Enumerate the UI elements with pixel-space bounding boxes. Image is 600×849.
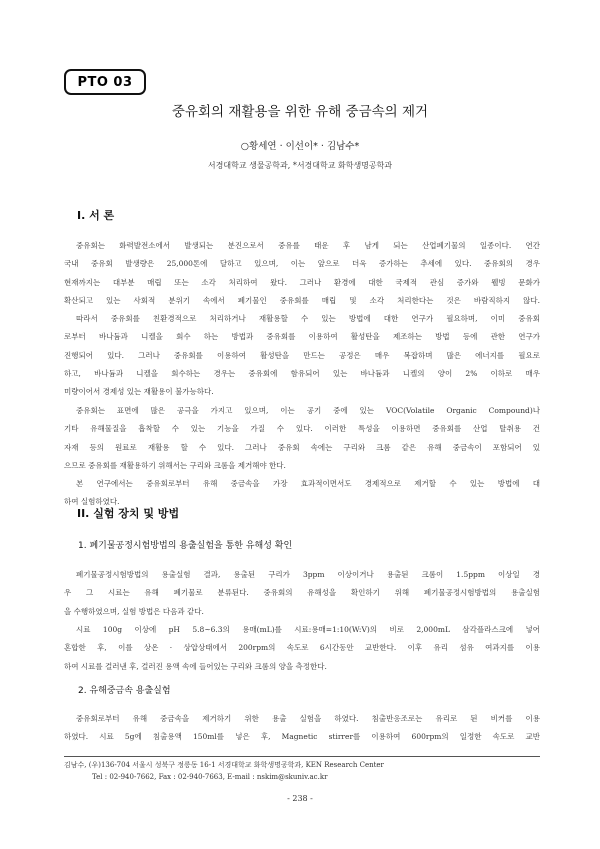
methods-paragraph-3 xyxy=(64,710,540,747)
text-line: 본 연구에서는 중유회로부터 유해 중금속을 가장 효과적이면서도 경제적으로 제거할 수 있는 방법에 대 xyxy=(76,479,540,488)
page-number: - 238 - xyxy=(287,794,313,803)
text-line: 자재 등의 원료로 재활용 할 수 있다. 그러나 중유회 속에는 구리와 크롬 같은 유해 중금속이 포함되어 있 xyxy=(64,442,540,452)
footnote xyxy=(64,759,540,783)
text-line: 폐기물공정시험방법의 용출실험 결과, 용출된 구리가 3ppm 이상이거나 용출된 크롬이 1.5ppm 이상일 경 xyxy=(76,570,540,579)
text-line: 국내 중유회 발생량은 25,000톤에 달하고 있으며, 이는 앞으로 더욱 증가하는 추세에 있다. 중유회의 경우 xyxy=(64,259,540,269)
intro-paragraph-2 xyxy=(64,402,540,475)
text-line: 우 그 시료는 유해 폐기물로 분류된다. 중유회의 유해성을 확인하기 위해 폐기물공정시험방법의 용출실험 xyxy=(64,588,540,598)
text-line: 따라서 중유회를 친환경적으로 처리하거나 재활용할 수 있는 방법에 대한 연구가 필요하며, 이미 중유회 xyxy=(76,314,540,324)
text-line: 중유회는 표면에 많은 공극을 가지고 있으며, 이는 공기 중에 있는 VOC(Volatile Organic Compound)나 xyxy=(76,406,540,415)
text-line: 하여 실험하였다. xyxy=(64,497,120,507)
text-line: 하였다. 시료 5g에 침출용액 150ml를 넣은 후, Magnetic stirrer를 이용하여 600rpm의 일정한 속도로 교반 xyxy=(64,732,540,742)
text-line: 확산되고 있는 사회적 분위기 속에서 폐기물인 중유회를 매립 및 소각 처리한다는 것은 바람직하지 않다. xyxy=(64,295,540,305)
footnote-contact: Tel : 02-940-7662, Fax : 02-940-7663, E-mail : nskim@skuniv.ac.kr xyxy=(92,773,328,781)
section-heading-methods: II. 실험 장치 및 방법 xyxy=(77,507,180,520)
footnote-divider xyxy=(64,756,540,757)
footnote-address: 김남수, (우)136-704 서울시 성북구 정릉동 16-1 서경대학교 화학생명공학과, KEN Research Center xyxy=(64,761,384,769)
intro-paragraph-1 xyxy=(64,237,540,402)
section-heading-introduction: I. 서 론 xyxy=(77,209,115,222)
author-list: ○황세연 · 이선이* · 김남수* xyxy=(240,141,360,152)
text-line: 기타 유해물질을 흡착할 수 있는 기능을 가질 수 있다. 이러한 특성을 이용하면 중유회를 산업 탈취용 건 xyxy=(64,424,540,434)
text-line: 미량이어서 경제성 있는 재활용이 불가능하다. xyxy=(64,387,214,397)
text-line: 을 수행하였으며, 실험 방법은 다음과 같다. xyxy=(64,606,204,616)
text-line: 하여 시료를 걸러낸 후, 걸러진 용액 속에 들어있는 구리와 크롬의 양을 측정한다. xyxy=(64,661,327,671)
text-line: 혼합한 후, 이를 상온 · 상압상태에서 200rpm의 속도로 6시간동안 교반한다. 이후 유리 섬유 여과지를 이용 xyxy=(64,643,540,653)
text-line: 하고, 바나듐과 니켈을 회수하는 경우는 중유회에 함유되어 있는 바나듐과 니켈의 양이 2% 이하로 매우 xyxy=(64,369,540,379)
methods-paragraph-1 xyxy=(64,566,540,621)
subsection-heading-heavy-metal-leaching: 2. 유해중금속 용출실험 xyxy=(78,686,171,696)
text-line: 중유회는 화력발전소에서 발생되는 분진으로서 중유를 태운 후 남게 되는 산업폐기물의 일종이다. 연간 xyxy=(76,241,540,250)
subsection-heading-leaching-test: 1. 폐기물공정시험방법의 용출실험을 통한 유해성 확인 xyxy=(78,541,293,551)
session-badge: PTO 03 xyxy=(64,69,146,95)
text-line: 현재까지는 대부분 매립 또는 소각 처리하여 왔다. 그러나 환경에 대한 국제적 관심 증가와 웰빙 문화가 xyxy=(64,277,540,287)
text-line: 시료 100g 이상에 pH 5.8~6.3의 용매(mL)를 시료:용매=1:10(W:V)의 비로 2,000mL 삼각플라스크에 넣어 xyxy=(76,625,540,634)
text-line: 진행되어 있다. 그러나 중유회를 이용하여 활성탄을 만드는 공정은 매우 복잡하며 많은 에너지를 필요로 xyxy=(64,350,540,360)
affiliation: 서경대학교 생물공학과, *서경대학교 화학생명공학과 xyxy=(207,161,393,170)
text-line: 으므로 중유회를 재활용하기 위해서는 구리와 크롬을 제거해야 한다. xyxy=(64,460,286,470)
text-line: 로부터 바나듐과 니켈을 회수 하는 방법과 중유회를 이용하여 활성탄을 제조하는 방법 등에 관한 연구가 xyxy=(64,332,540,342)
text-line: 중유회로부터 유해 중금속을 제거하기 위한 용출 실험을 하였다. 침출반응조로는 유리로 된 비커를 이용 xyxy=(76,714,540,723)
methods-paragraph-2 xyxy=(64,621,540,676)
paper-title: 중유회의 재활용을 위한 유해 중금속의 제거 xyxy=(171,104,429,120)
